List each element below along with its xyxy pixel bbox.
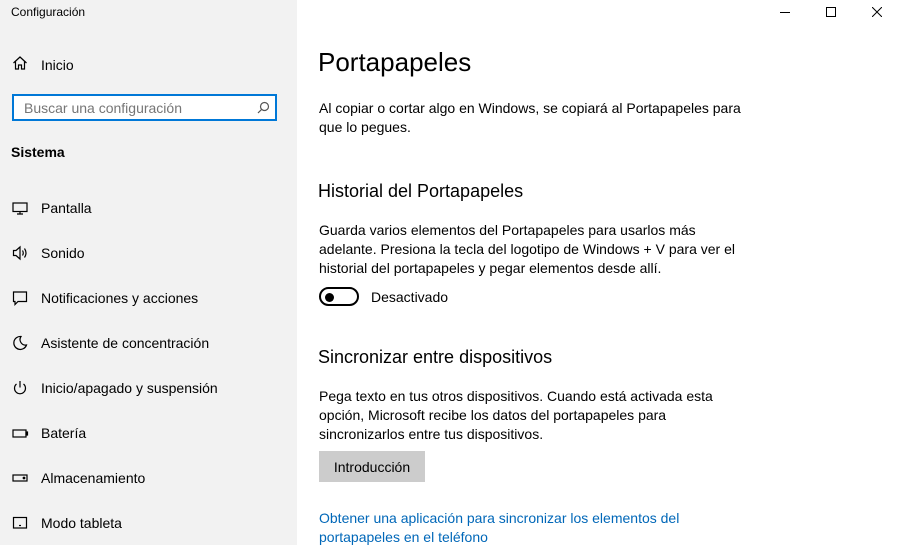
history-description: Guarda varios elementos del Portapapeles para usarlos más adelante. Presiona la tecla del logotipo de Windows + V para ver el historial del portapapeles y pegar elementos desde allí. xyxy=(319,222,735,276)
sync-heading: Sincronizar entre dispositivos xyxy=(318,347,553,367)
sidebar-item-almacenamiento[interactable] xyxy=(0,455,297,500)
search-icon[interactable] xyxy=(257,101,270,119)
home-nav-item[interactable] xyxy=(12,55,74,75)
power-icon xyxy=(11,379,29,397)
minimize-button[interactable] xyxy=(762,0,808,24)
section-title: Sistema xyxy=(11,144,65,160)
minimize-icon xyxy=(780,7,790,17)
history-heading: Historial del Portapapeles xyxy=(318,181,524,201)
monitor-icon xyxy=(11,199,29,217)
sidebar-item-pantalla[interactable] xyxy=(0,185,297,230)
introduccion-button[interactable]: Introducción xyxy=(319,451,425,482)
home-label: Inicio xyxy=(41,57,74,73)
sidebar-item-label: Modo tableta xyxy=(41,514,122,531)
sidebar-item-asistente[interactable] xyxy=(0,320,297,365)
sidebar-item-label: Notificaciones y acciones xyxy=(41,289,199,306)
sidebar-item-sonido[interactable] xyxy=(0,230,297,275)
sidebar-nav xyxy=(0,185,297,545)
close-icon xyxy=(872,7,882,17)
phone-app-link[interactable]: Obtener una aplicación para sincronizar los elementos del portapapeles en el teléfono xyxy=(319,510,680,545)
history-toggle-row xyxy=(319,287,448,306)
sidebar-item-notificaciones[interactable] xyxy=(0,275,297,320)
sidebar-item-label: Sonido xyxy=(41,244,85,261)
intro-text: Al copiar o cortar algo en Windows, se copiará al Portapapeles para que lo pegues. xyxy=(319,100,741,135)
sidebar-item-label: Almacenamiento xyxy=(41,469,146,486)
window-controls xyxy=(762,0,900,24)
sidebar-item-label: Pantalla xyxy=(41,199,92,216)
maximize-icon xyxy=(826,7,836,17)
sidebar xyxy=(0,0,297,545)
notification-icon xyxy=(11,289,29,307)
search-input[interactable] xyxy=(14,96,260,119)
close-button[interactable] xyxy=(854,0,900,24)
page-title: Portapapeles xyxy=(318,47,472,77)
window-title: Configuración xyxy=(11,5,86,19)
toggle-state-label: Desactivado xyxy=(371,288,449,305)
sync-description: Pega texto en tus otros dispositivos. Cuando está activada esta opción, Microsoft recibe los datos del portapapeles para sincronizarlos entre tus dispositivos. xyxy=(319,388,713,442)
speaker-icon xyxy=(11,244,29,262)
moon-icon xyxy=(11,334,29,352)
sidebar-item-label: Inicio/apagado y suspensión xyxy=(41,379,218,396)
sidebar-item-bateria[interactable] xyxy=(0,410,297,455)
tablet-icon xyxy=(11,514,29,532)
sidebar-item-label: Asistente de concentración xyxy=(41,334,210,351)
storage-icon xyxy=(11,469,29,487)
sidebar-item-inicio-apagado[interactable] xyxy=(0,365,297,410)
history-toggle[interactable] xyxy=(319,287,359,306)
maximize-button[interactable] xyxy=(808,0,854,24)
battery-icon xyxy=(11,424,29,442)
sidebar-item-modo-tableta[interactable] xyxy=(0,500,297,545)
search-box[interactable] xyxy=(12,94,277,121)
sidebar-item-label: Batería xyxy=(41,424,87,441)
home-icon xyxy=(12,55,28,76)
